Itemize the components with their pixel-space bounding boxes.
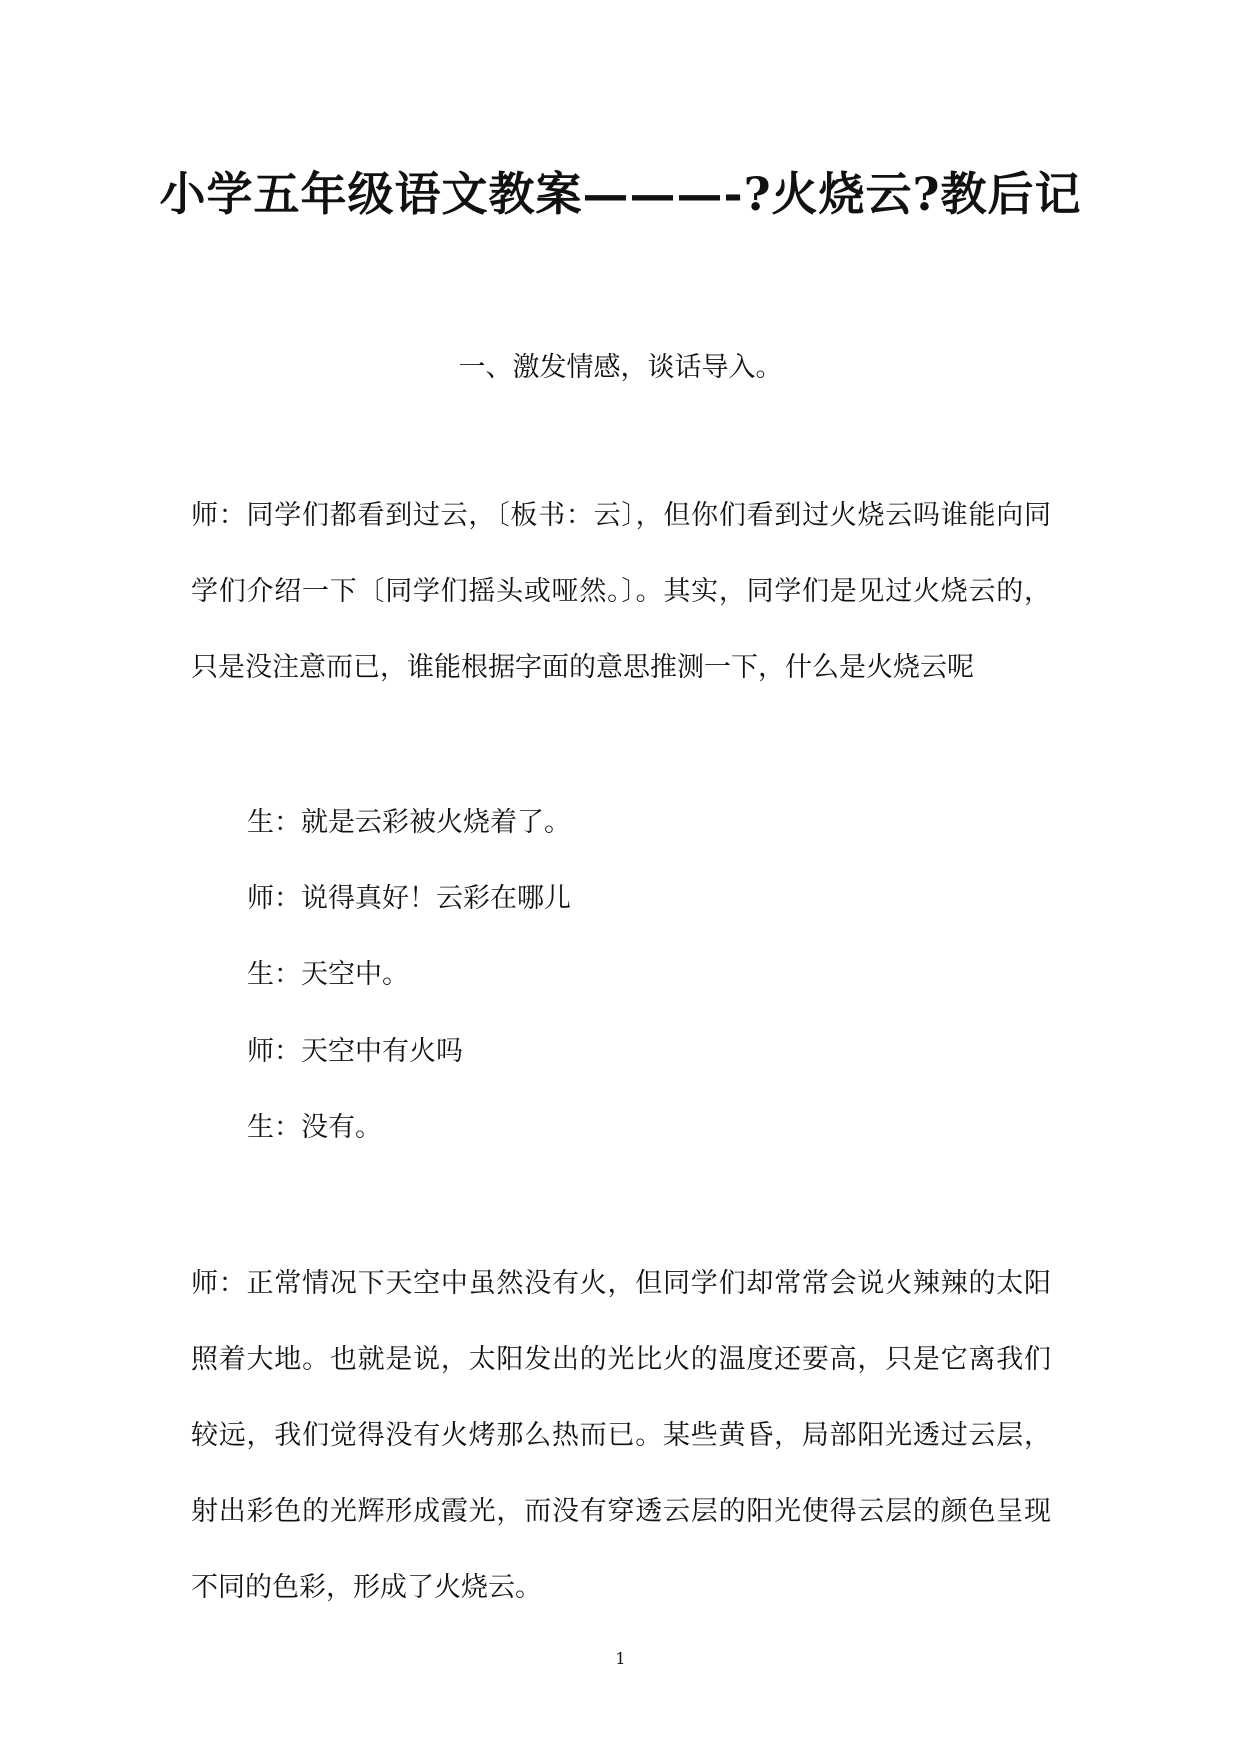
dialogue-line: 生：天空中。 [247,959,409,990]
paragraph-explanation: 师：正常情况下天空中虽然没有火，但同学们却常常会说火辣辣的太阳照着大地。也就是说，太阳发出的光比火的温度还要高，只是它离我们较远，我们觉得没有火烤那么热而已。某些黄昏，局部阳光透过云层，射出彩色的光辉形成霞光，而没有穿透云层的阳光使得云层的颜色呈现不同的色彩，形成了火烧云。 [191,1268,1051,1603]
dialogue-line: 生：就是云彩被火烧着了。 [247,807,571,838]
dialogue-line: 师：天空中有火吗 [247,1036,463,1067]
document-title: 小学五年级语文教案———-?火烧云?教后记 [159,167,1082,221]
page-number: 1 [615,1649,626,1668]
section-heading: 一、激发情感，谈话导入。 [458,352,783,383]
dialogue-line: 师：说得真好！云彩在哪儿 [247,883,571,914]
paragraph-intro: 师：同学们都看到过云，〔板书：云〕，但你们看到过火烧云吗谁能向同学们介绍一下〔同学们摇头或哑然。〕。其实，同学们是见过火烧云的，只是没注意而已，谁能根据字面的意思推测一下，什么是火烧云呢 [191,500,1051,683]
dialogue-line: 生：没有。 [247,1112,382,1143]
